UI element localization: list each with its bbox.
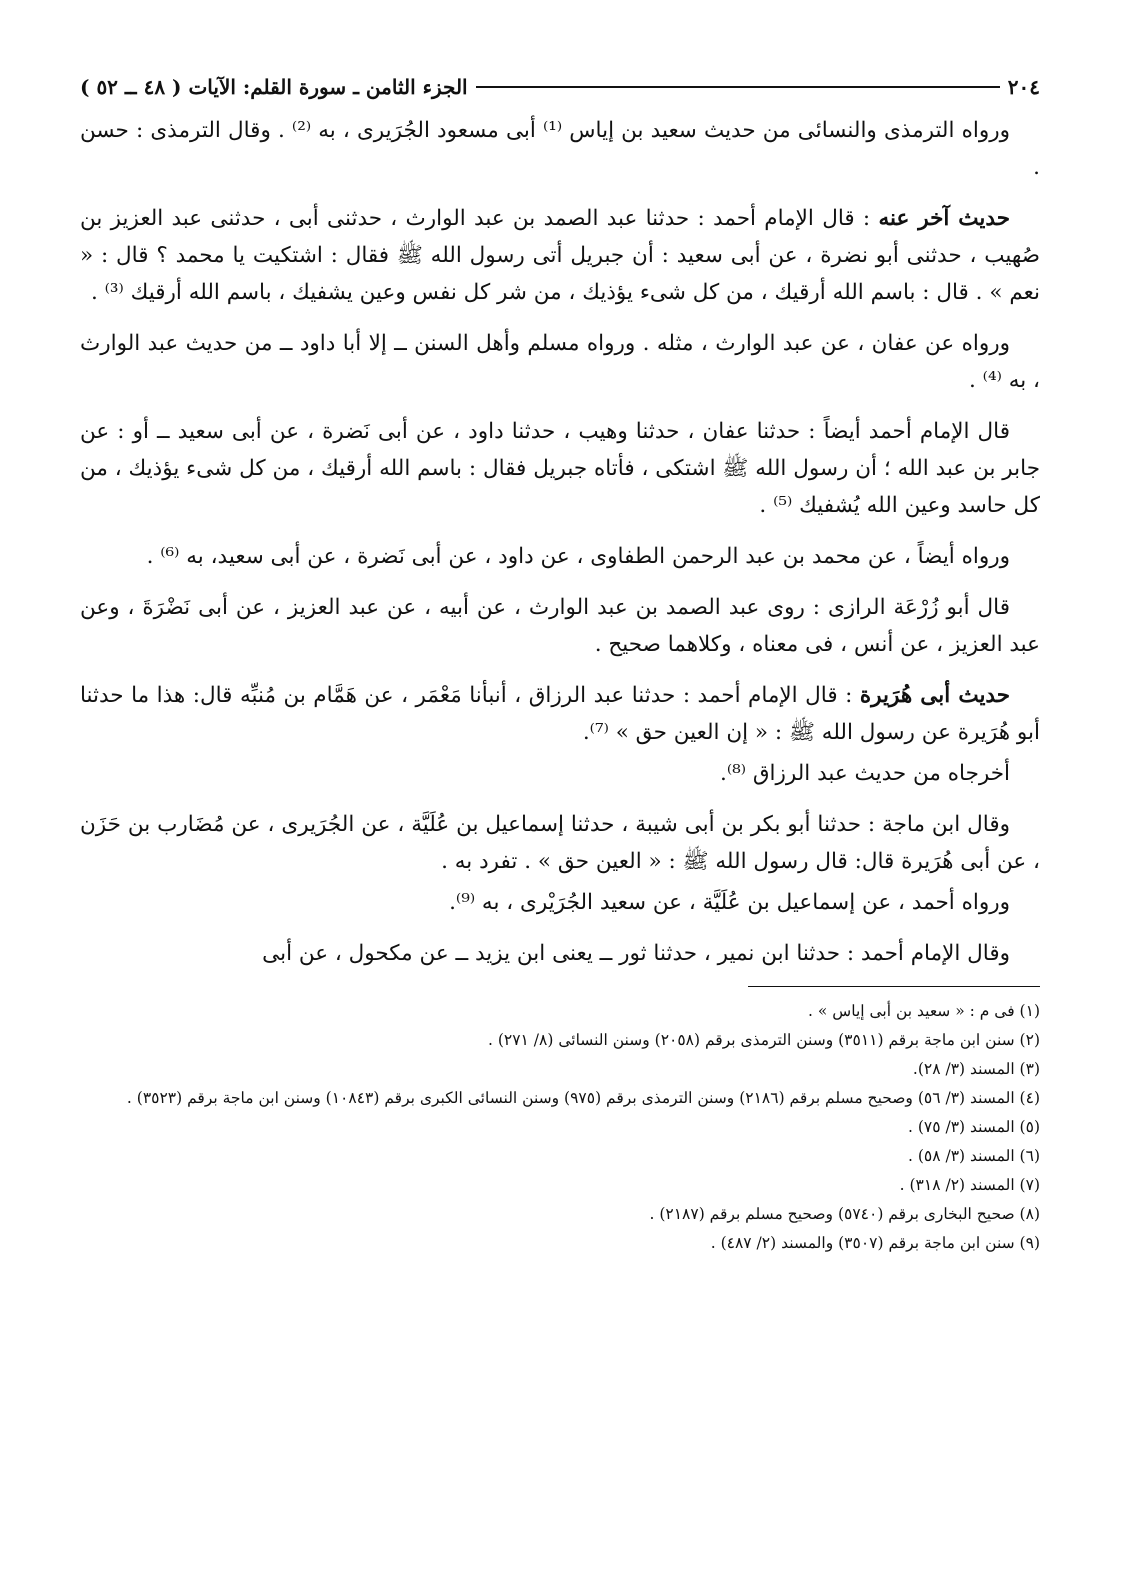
- paragraph: [80, 413, 1040, 524]
- paragraph-text: ورواه أيضاً ، عن محمد بن عبد الرحمن الطفاوى ، عن داود ، عن أبى نَضرة ، عن أبى سعيد، به ⁽⁶⁾ .: [146, 544, 1010, 569]
- paragraph-text: ورواه عن عفان ، عن عبد الوارث ، مثله . ورواه مسلم وأهل السنن ــ إلا أبا داود ــ من حديث عبد الوارث ، به ⁽⁴⁾ .: [80, 331, 1040, 393]
- paragraph: [80, 589, 1040, 663]
- footnote: (٢) سنن ابن ماجة برقم (٣٥١١) وسنن الترمذى برقم (٢٠٥٨) وسنن النسائى (٨/ ٢٧١) .: [487, 1031, 1040, 1049]
- paragraph: [80, 538, 1040, 575]
- footnote: (١) فى م : « سعيد بن أبى إياس » .: [808, 1002, 1040, 1020]
- footnote: (٣) المسند (٣/ ٢٨).: [912, 1060, 1040, 1078]
- footnote: (٨) صحيح البخارى برقم (٥٧٤٠) وصحيح مسلم برقم (٢١٨٧) .: [649, 1205, 1040, 1223]
- footnote-divider: [748, 986, 1040, 987]
- main-text: [80, 112, 1040, 972]
- paragraph-text: قال أبو زُرْعَة الرازى : روى عبد الصمد بن عبد الوارث ، عن أبيه ، عن عبد العزيز ، عن أبى نَضْرَةَ ، وعن عبد العزيز ، عن أنس ، فى معناه ، وكلاهما صحيح .: [80, 595, 1040, 657]
- paragraph: [80, 806, 1040, 880]
- footnotes: [80, 999, 1040, 1255]
- page-number: ٢٠٤: [1007, 75, 1040, 99]
- footnote: (٥) المسند (٣/ ٧٥) .: [907, 1118, 1040, 1136]
- paragraph-text: قال الإمام أحمد أيضاً : حدثنا عفان ، حدثنا وهيب ، حدثنا داود ، عن أبى نَضرة ، عن أبى سعيد ــ أو : عن جابر بن عبد الله ؛ أن رسول الله ﷺ اشتكى ، فأتاه جبريل فقال : باسم الله أرقيك ، من كل شىء يؤذيك ، من كل حاسد وعين الله يُشفيك ⁽⁵⁾ .: [80, 419, 1040, 518]
- paragraph-heading: حديث آخر عنه: [878, 206, 1010, 231]
- footnote: (٦) المسند (٣/ ٥٨) .: [907, 1147, 1040, 1165]
- paragraph-text: : قال الإمام أحمد : حدثنا عبد الرزاق ، أنبأنا مَعْمَر ، عن هَمَّام بن مُنبِّه قال: هذا ما حدثنا أبو هُرَيرة عن رسول الله ﷺ : « إن العين حق » ⁽⁷⁾.: [80, 683, 1040, 745]
- paragraph-text: وقال الإمام أحمد : حدثنا ابن نمير ، حدثنا ثور ــ يعنى ابن يزيد ــ عن مكحول ، عن أبى: [262, 941, 1010, 966]
- paragraph-text: ورواه أحمد ، عن إسماعيل بن عُلَيَّة ، عن سعيد الجُرَيْرى ، به ⁽⁹⁾.: [449, 890, 1010, 915]
- paragraph: [80, 112, 1040, 186]
- header-rule: [476, 86, 1000, 88]
- paragraph: [80, 935, 1040, 972]
- paragraph: [80, 677, 1040, 751]
- paragraph-text: ورواه الترمذى والنسائى من حديث سعيد بن إياس ⁽¹⁾ أبى مسعود الجُرَيرى ، به ⁽²⁾ . وقال الترمذى : حسن .: [80, 118, 1040, 180]
- paragraph-text: : قال الإمام أحمد : حدثنا عبد الصمد بن عبد الوارث ، حدثنى أبى ، حدثنى عبد العزيز بن صُهيب ، حدثنى أبو نضرة ، عن أبى سعيد : أن جبريل أتى رسول الله ﷺ فقال : اشتكيت يا محمد ؟ قال : « نعم » . قال : باسم الله أرقيك ، من كل شىء يؤذيك ، من شر كل نفس وعين يشفيك ، باسم الله أرقيك ⁽³⁾ .: [80, 206, 1040, 305]
- paragraph: [80, 200, 1040, 311]
- paragraph: [80, 755, 1040, 792]
- paragraph-text: أخرجاه من حديث عبد الرزاق ⁽⁸⁾.: [719, 761, 1010, 786]
- book-page: [80, 70, 1040, 1260]
- paragraph-heading: حديث أبى هُرَيرة: [859, 683, 1010, 708]
- footnote: (٩) سنن ابن ماجة برقم (٣٥٠٧) والمسند (٢/ ٤٨٧) .: [710, 1234, 1040, 1252]
- paragraph: [80, 325, 1040, 399]
- paragraph-text: وقال ابن ماجة : حدثنا أبو بكر بن أبى شيبة ، حدثنا إسماعيل بن عُلَيَّة ، عن الجُرَيرى ، عن مُضَارب بن حَزَن ، عن أبى هُرَيرة قال: قال رسول الله ﷺ : « العين حق » . تفرد به .: [80, 812, 1040, 874]
- footnote: (٧) المسند (٢/ ٣١٨) .: [899, 1176, 1040, 1194]
- running-header: [80, 70, 1040, 104]
- footnote: (٤) المسند (٣/ ٥٦) وصحيح مسلم برقم (٢١٨٦) وسنن الترمذى برقم (٩٧٥) وسنن النسائى الكبرى برقم (١٠٨٤٣) وسنن ابن ماجة برقم (٣٥٢٣) .: [126, 1089, 1040, 1107]
- paragraph: [80, 884, 1040, 921]
- header-title: الجزء الثامن ـ سورة القلم: الآيات ( ٤٨ ــ ٥٢ ): [80, 75, 468, 99]
